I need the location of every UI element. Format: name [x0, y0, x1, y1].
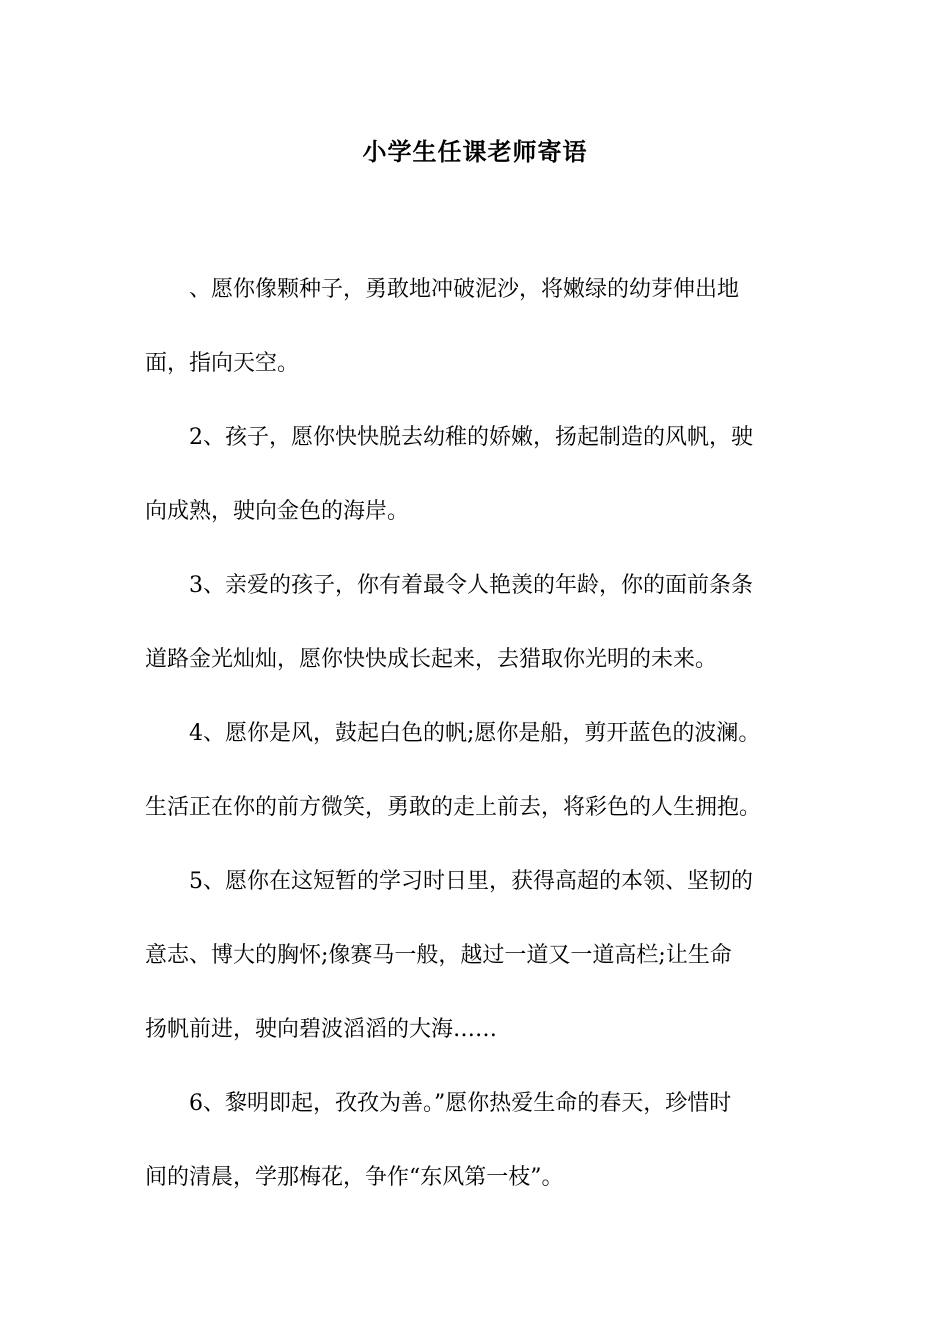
paragraph-line: 5、愿你在这短暂的学习时日里，获得高超的本领、坚韧的 — [189, 869, 753, 894]
paragraph-line: 面，指向天空。 — [145, 351, 300, 376]
paragraph-line: 6、黎明即起，孜孜为善。”愿你热爱生命的春天，珍惜时 — [189, 1091, 732, 1116]
paragraph-5 — [145, 845, 810, 1067]
paragraph-line: 4、愿你是风，鼓起白色的帆;愿你是船，剪开蓝色的波澜。 — [189, 721, 761, 746]
paragraph-line: 、愿你像颗种子，勇敢地冲破泥沙，将嫩绿的幼芽伸出地 — [189, 277, 740, 302]
paragraph-line: 2、孩子，愿你快快脱去幼稚的娇嫩，扬起制造的风帆，驶 — [189, 425, 753, 450]
document-title: 小学生任课老师寄语 — [362, 137, 588, 166]
paragraph-line: 生活正在你的前方微笑，勇敢的走上前去，将彩色的人生拥抱。 — [145, 795, 762, 820]
paragraph-line: 道路金光灿灿，愿你快快成长起来，去猎取你光明的未来。 — [145, 647, 718, 672]
paragraph-3 — [145, 549, 810, 697]
paragraph-4 — [145, 697, 810, 845]
paragraph-1 — [145, 253, 810, 401]
paragraph-line: 意志、博大的胸怀;像赛马一般，越过一道又一道高栏;让生命 — [145, 943, 732, 968]
paragraph-6 — [145, 1067, 810, 1215]
paragraph-line: 向成熟，驶向金色的海岸。 — [145, 499, 410, 524]
paragraph-line: 3、亲爱的孩子，你有着最令人艳羡的年龄，你的面前条条 — [189, 573, 753, 598]
paragraph-line: 扬帆前进，驶向碧波滔滔的大海…… — [145, 1017, 498, 1042]
paragraph-line: 间的清晨，学那梅花，争作“东风第一枝”。 — [145, 1165, 564, 1190]
document-body — [145, 253, 810, 1215]
paragraph-2 — [145, 401, 810, 549]
